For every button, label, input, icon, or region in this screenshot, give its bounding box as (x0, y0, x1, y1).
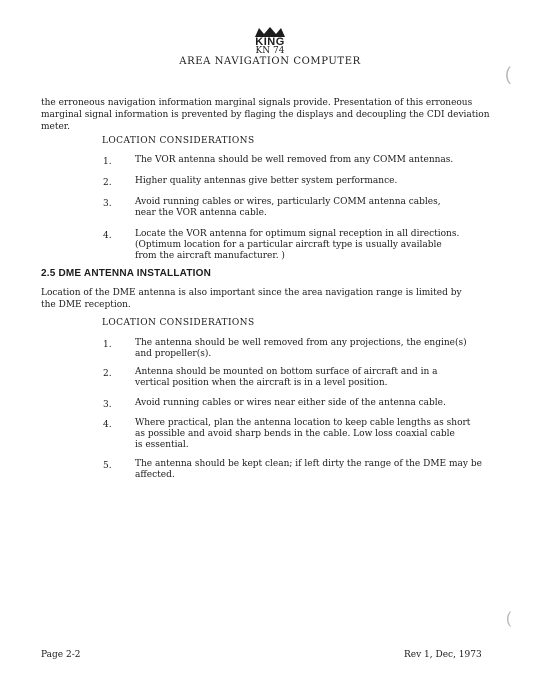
list-number: 1. (103, 340, 112, 350)
dme-paragraph-line: the DME reception. (41, 300, 131, 310)
list-item-line: near the VOR antenna cable. (135, 208, 267, 218)
scan-mark: ( (505, 64, 511, 84)
list-item-line: The VOR antenna should be well removed from any COMM antennas. (135, 155, 454, 165)
list-item-line: Higher quality antennas give better system performance. (135, 176, 398, 186)
list-item-line: vertical position when the aircraft is in a level position. (135, 378, 388, 388)
list-item-line: and propeller(s). (135, 349, 212, 359)
list-item-line: affected. (135, 470, 175, 480)
list-item (135, 176, 505, 187)
list-number: 2. (103, 178, 112, 188)
list-item-line: Where practical, plan the antenna location to keep cable lengths as short (135, 418, 471, 428)
list-item (135, 338, 505, 360)
brand-name: KING (255, 36, 285, 48)
list-item (135, 459, 505, 481)
list-item-line: Locate the VOR antenna for optimum signal reception in all directions. (135, 229, 460, 239)
dme-paragraph (41, 287, 501, 311)
list-item-line: is essential. (135, 440, 189, 450)
list-number: 5. (103, 461, 112, 471)
list-item-line: (Optimum location for a particular aircraft type is usually available (135, 240, 442, 250)
scan-mark: ( (506, 610, 512, 627)
list-item (135, 155, 505, 166)
intro-line: the erroneous navigation information marginal signals provide. Presentation of this erroneous (41, 98, 473, 108)
list-item-line: Antenna should be mounted on bottom surface of aircraft and in a (135, 367, 438, 377)
list-number: 3. (103, 400, 112, 410)
list-number: 4. (103, 231, 112, 241)
list-item (135, 367, 505, 389)
list-item-line: The antenna should be kept clean; if left dirty the range of the DME may be (135, 459, 482, 469)
document-title: AREA NAVIGATION COMPUTER (179, 56, 361, 67)
list-number: 2. (103, 369, 112, 379)
intro-line: marginal signal information is prevented by flaging the displays and decoupling the CDI deviation (41, 110, 490, 120)
list-item-line: as possible and avoid sharp bends in the cable. Low loss coaxial cable (135, 429, 455, 439)
dme-considerations-heading: LOCATION CONSIDERATIONS (102, 318, 255, 328)
model-number: KN 74 (255, 46, 285, 56)
list-number: 3. (103, 199, 112, 209)
list-item-line: from the aircraft manufacturer. ) (135, 251, 285, 261)
page-number: Page 2-2 (41, 650, 81, 660)
intro-paragraph (41, 97, 501, 133)
revision-date: Rev 1, Dec, 1973 (404, 650, 482, 660)
list-item (135, 418, 505, 451)
section-heading: 2.5 DME ANTENNA INSTALLATION (41, 268, 212, 279)
vor-considerations-heading: LOCATION CONSIDERATIONS (102, 136, 255, 146)
dme-paragraph-line: Location of the DME antenna is also important since the area navigation range is limited by (41, 288, 462, 298)
list-item-line: Avoid running cables or wires near either side of the antenna cable. (135, 398, 446, 408)
list-number: 1. (103, 157, 112, 167)
list-item-line: The antenna should be well removed from any projections, the engine(s) (135, 338, 467, 348)
list-item-line: Avoid running cables or wires, particularly COMM antenna cables, (135, 197, 441, 207)
list-item (135, 229, 505, 262)
intro-line: meter. (41, 122, 70, 132)
list-number: 4. (103, 420, 112, 430)
list-item (135, 398, 505, 409)
list-item (135, 197, 505, 219)
